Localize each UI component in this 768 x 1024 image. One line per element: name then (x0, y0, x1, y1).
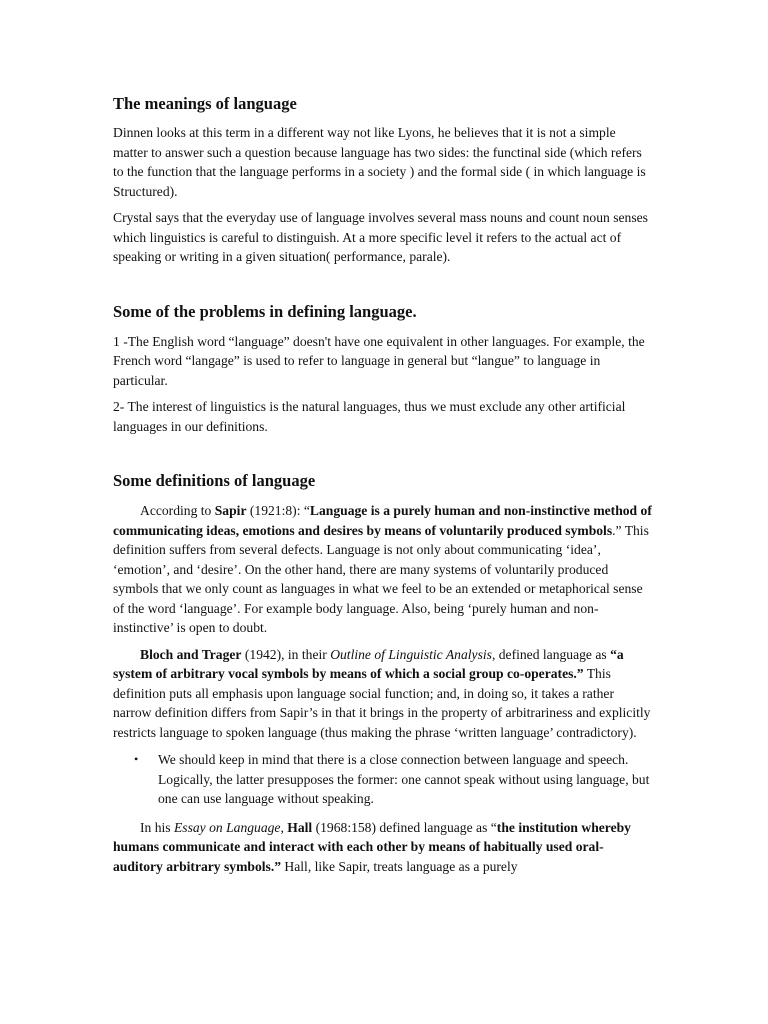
hall-text-2: , (280, 819, 288, 835)
paragraph-hall-definition (113, 818, 653, 877)
hall-quote: the institution whereby humans communicate and interact with each other by means of habitually used oral-auditory arbitrary symbols.” (113, 819, 631, 874)
paragraph-crystal: Crystal says that the everyday use of language involves several mass nouns and count noun senses which linguistics is careful to distinguish. At a more specific level it refers to the actual act of speaking or writing in a given situation( performance, parale). (113, 210, 648, 264)
paragraph-problem-2: 2- The interest of linguistics is the natural languages, thus we must exclude any other artificial languages in our definitions. (113, 399, 626, 434)
bullet-list (113, 750, 653, 809)
heading-meanings-of-language: The meanings of language (113, 94, 297, 113)
bloch-text-2: , defined language as (491, 646, 611, 662)
hall-text-4: Hall, like Sapir, treats language as a purely (281, 858, 518, 874)
hall-text-3: (1968:158) defined language as “ (312, 819, 497, 835)
sapir-name: Sapir (214, 503, 247, 518)
sapir-text-2: (1921:8): “ (246, 503, 310, 518)
paragraph-sapir-definition (113, 501, 653, 638)
hall-text-1: In his (140, 819, 174, 835)
sapir-text-1: According to (140, 503, 215, 518)
hall-book-title: Essay on Language (173, 819, 281, 835)
paragraph-problem-1: 1 -The English word “language” doesn't have one equivalent in other languages. For example, the French word “langage” is used to refer to language in general but “langue” to language in particular. (113, 333, 645, 388)
paragraph-dinnen: Dinnen looks at this term in a different way not like Lyons, he believes that it is not a simple matter to answer such a question because language has two sides: the functinal side (which refers to the function that the language performs in a society ) and the formal side ( in which language is Structured). (113, 125, 646, 199)
sapir-text-3: .” This definition suffers from several defects. Language is not only about communicating ‘idea’, ‘emotion’, and ‘desire’. On the other hand, there are many systems of voluntarily produced symbols that we only count as languages in what we feel to be an extended or metaphorical sense of the word ‘language’. For example body language. Also, being ‘purely human and non-instinctive’ is open to doubt. (113, 522, 649, 635)
hall-name: Hall (287, 819, 313, 835)
bloch-book-title: Outline of Linguistic Analysis (330, 646, 492, 662)
bloch-text-3: This definition puts all emphasis upon language social function; and, in doing so, it takes a rather narrow definition differs from Sapir’s in that it brings in the property of arbitrariness and explicitly restricts language to spoken language (thus making the phrase ‘written language’ contradictory). (113, 666, 651, 740)
bullet-icon: • (134, 752, 139, 766)
bloch-text-1: (1942), in their (241, 646, 331, 662)
bullet-text: We should keep in mind that there is a close connection between language and speech. Logically, the latter presupposes the former: one cannot speak without using language, but one can use language without speaking. (158, 752, 650, 806)
bloch-quote: “a system of arbitrary vocal symbols by means of which a social group co-operates.” (113, 646, 624, 681)
heading-definitions-of-language: Some definitions of language (113, 471, 316, 490)
paragraph-bloch-trager-definition (113, 645, 653, 743)
list-item (113, 750, 653, 809)
bloch-trager-name: Bloch and Trager (140, 646, 242, 662)
sapir-quote: Language is a purely human and non-instinctive method of communicating ideas, emotions and desires by means of voluntarily produced symbols (113, 503, 652, 538)
document-body (113, 93, 653, 876)
heading-problems-defining-language: Some of the problems in defining language. (113, 301, 417, 321)
